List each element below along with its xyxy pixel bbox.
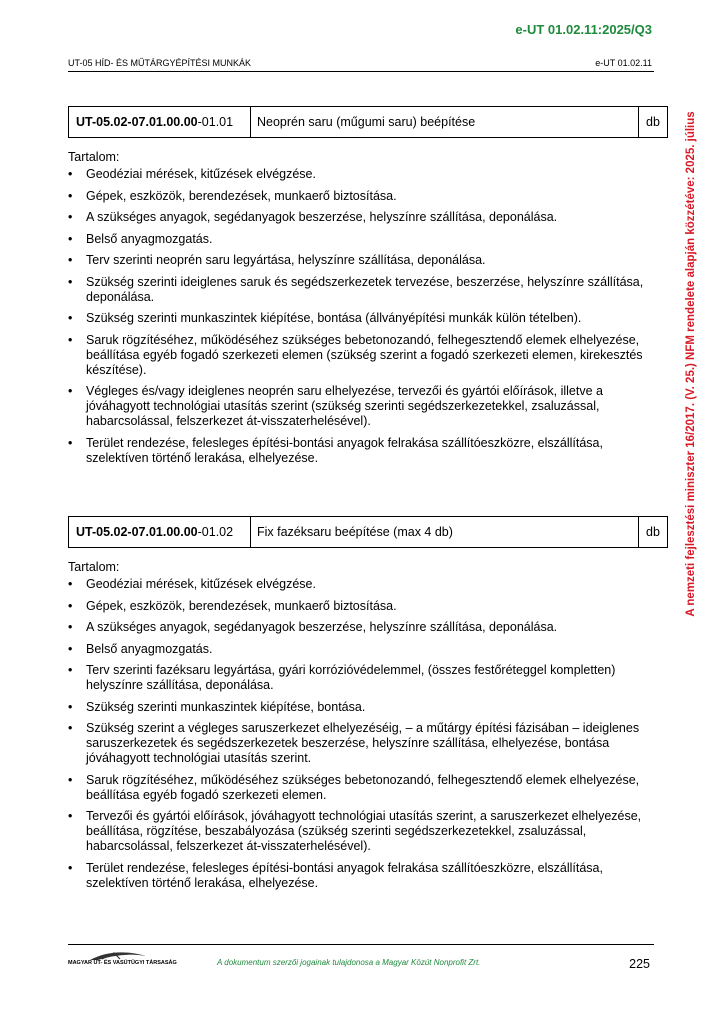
list-item: • A szükséges anyagok, segédanyagok beszerzése, helyszínre szállítása, deponálása. (68, 620, 661, 635)
item-code: UT-05.02-07.01.00.00 (76, 525, 198, 539)
page-number: 225 (629, 957, 650, 971)
footer-rule (68, 944, 654, 945)
work-item-section-2 (68, 516, 668, 897)
list-item: • Saruk rögzítéséhez, működéséhez szükséges bebetonozandó, felhegesztendő elemek elhelyezése, beállítása egyéb fogadó szerkezeti elemen (szükség szerint a fogadó szerkezeti elemen, kirekesztés készítése). (68, 333, 661, 378)
item-code-table (68, 516, 668, 548)
item-unit: db (646, 525, 660, 539)
content-label: Tartalom: (68, 150, 120, 164)
list-item: • Belső anyagmozgatás. (68, 642, 661, 657)
item-code-cell (69, 107, 251, 137)
list-item: • A szükséges anyagok, segédanyagok beszerzése, helyszínre szállítása, deponálása. (68, 210, 661, 225)
header-rule (68, 71, 654, 72)
copyright-note: A dokumentum szerzői jogainak tulajdonosa a Magyar Közút Nonprofit Zrt. (217, 958, 481, 967)
list-item: • Végleges és/vagy ideiglenes neoprén saru elhelyezése, tervezői és gyártói előírások, illetve a jóváhagyott technológiai utasítás szerint (szükség szerinti segédszerkezetekkel, zsaluzással, habarcsolással, felszerkezet át-visszaterhelésével). (68, 384, 661, 429)
content-list (68, 577, 668, 891)
item-code-suffix: -01.02 (197, 525, 234, 539)
side-note (684, 96, 698, 631)
content-list (68, 167, 668, 466)
list-item: • Terv szerinti fazéksaru legyártása, gyári korrózióvédelemmel, (összes festőréteggel kompletten) helyszínre szállítása, deponálása. (68, 663, 661, 693)
item-code: UT-05.02-07.01.00.00 (76, 115, 198, 129)
item-code-cell (69, 517, 251, 547)
list-item: • Geodéziai mérések, kitűzések elvégzése. (68, 167, 661, 182)
running-header-left: UT-05 HÍD- ÉS MŰTÁRGYÉPÍTÉSI MUNKÁK (68, 58, 252, 68)
side-note-text: A nemzeti fejlesztési miniszter 16/2017. (V. 25.) NFM rendelete alapján közzétéve: 2025. július (685, 110, 697, 617)
running-header-right: e-UT 01.02.11 (595, 58, 652, 68)
list-item: • Terület rendezése, felesleges építési-bontási anyagok felrakása szállítóeszközre, elszállítása, szelektíven történő lerakása, elhelyezése. (68, 436, 661, 466)
list-item: • Gépek, eszközök, berendezések, munkaerő biztosítása. (68, 599, 661, 614)
item-code-table (68, 106, 668, 138)
list-item: • Geodéziai mérések, kitűzések elvégzése. (68, 577, 661, 592)
list-item: • Gépek, eszközök, berendezések, munkaerő biztosítása. (68, 189, 661, 204)
list-item: • Szükség szerinti munkaszintek kiépítése, bontása. (68, 700, 661, 715)
document-code: e-UT 01.02.11:2025/Q3 (515, 22, 652, 37)
list-item: • Terület rendezése, felesleges építési-bontási anyagok felrakása szállítóeszközre, elszállítása, szelektíven történő lerakása, elhelyezése. (68, 861, 661, 891)
list-item: • Szükség szerinti ideiglenes saruk és segédszerkezetek tervezése, beszerzése, helyszínre szállítása, deponálása. (68, 275, 661, 305)
list-item: • Belső anyagmozgatás. (68, 232, 661, 247)
list-item: • Szükség szerinti munkaszintek kiépítése, bontása (állványépítési munkák külön tételben). (68, 311, 661, 326)
logo-text: MAGYAR ÚT- ÉS VASÚTÜGYI TÁRSASÁG (68, 960, 177, 966)
work-item-section-1 (68, 106, 668, 472)
item-title: Fix fazéksaru beépítése (max 4 db) (251, 517, 639, 547)
company-logo-icon (68, 948, 164, 970)
list-item: • Terv szerinti neoprén saru legyártása, helyszínre szállítása, deponálása. (68, 253, 661, 268)
list-item: • Tervezői és gyártói előírások, jóváhagyott technológiai utasítás szerint, a saruszerkezet elhelyezése, beállítása, rögzítése, beszabályozása (szükség szerinti segédszerkezetekkel, zsaluzással, habarcsolással, felszerkezet át-visszaterhelésével). (68, 809, 661, 854)
item-title: Neoprén saru (műgumi saru) beépítése (251, 107, 639, 137)
item-code-suffix: -01.01 (197, 115, 234, 129)
content-label: Tartalom: (68, 560, 120, 574)
list-item: • Saruk rögzítéséhez, működéséhez szükséges bebetonozandó, felhegesztendő elemek elhelyezése, beállítása egyéb fogadó szerkezeti elemen. (68, 773, 661, 803)
list-item: • Szükség szerint a végleges saruszerkezet elhelyezéséig, – a műtárgy építési fázisában – ideiglenes saruszerkezetek és segédszerkezetek beszerzése, helyszínre szállítása, elhelyezése, bontása jóváhagyott technológiai utasítás szerint. (68, 721, 661, 766)
item-unit: db (646, 115, 660, 129)
